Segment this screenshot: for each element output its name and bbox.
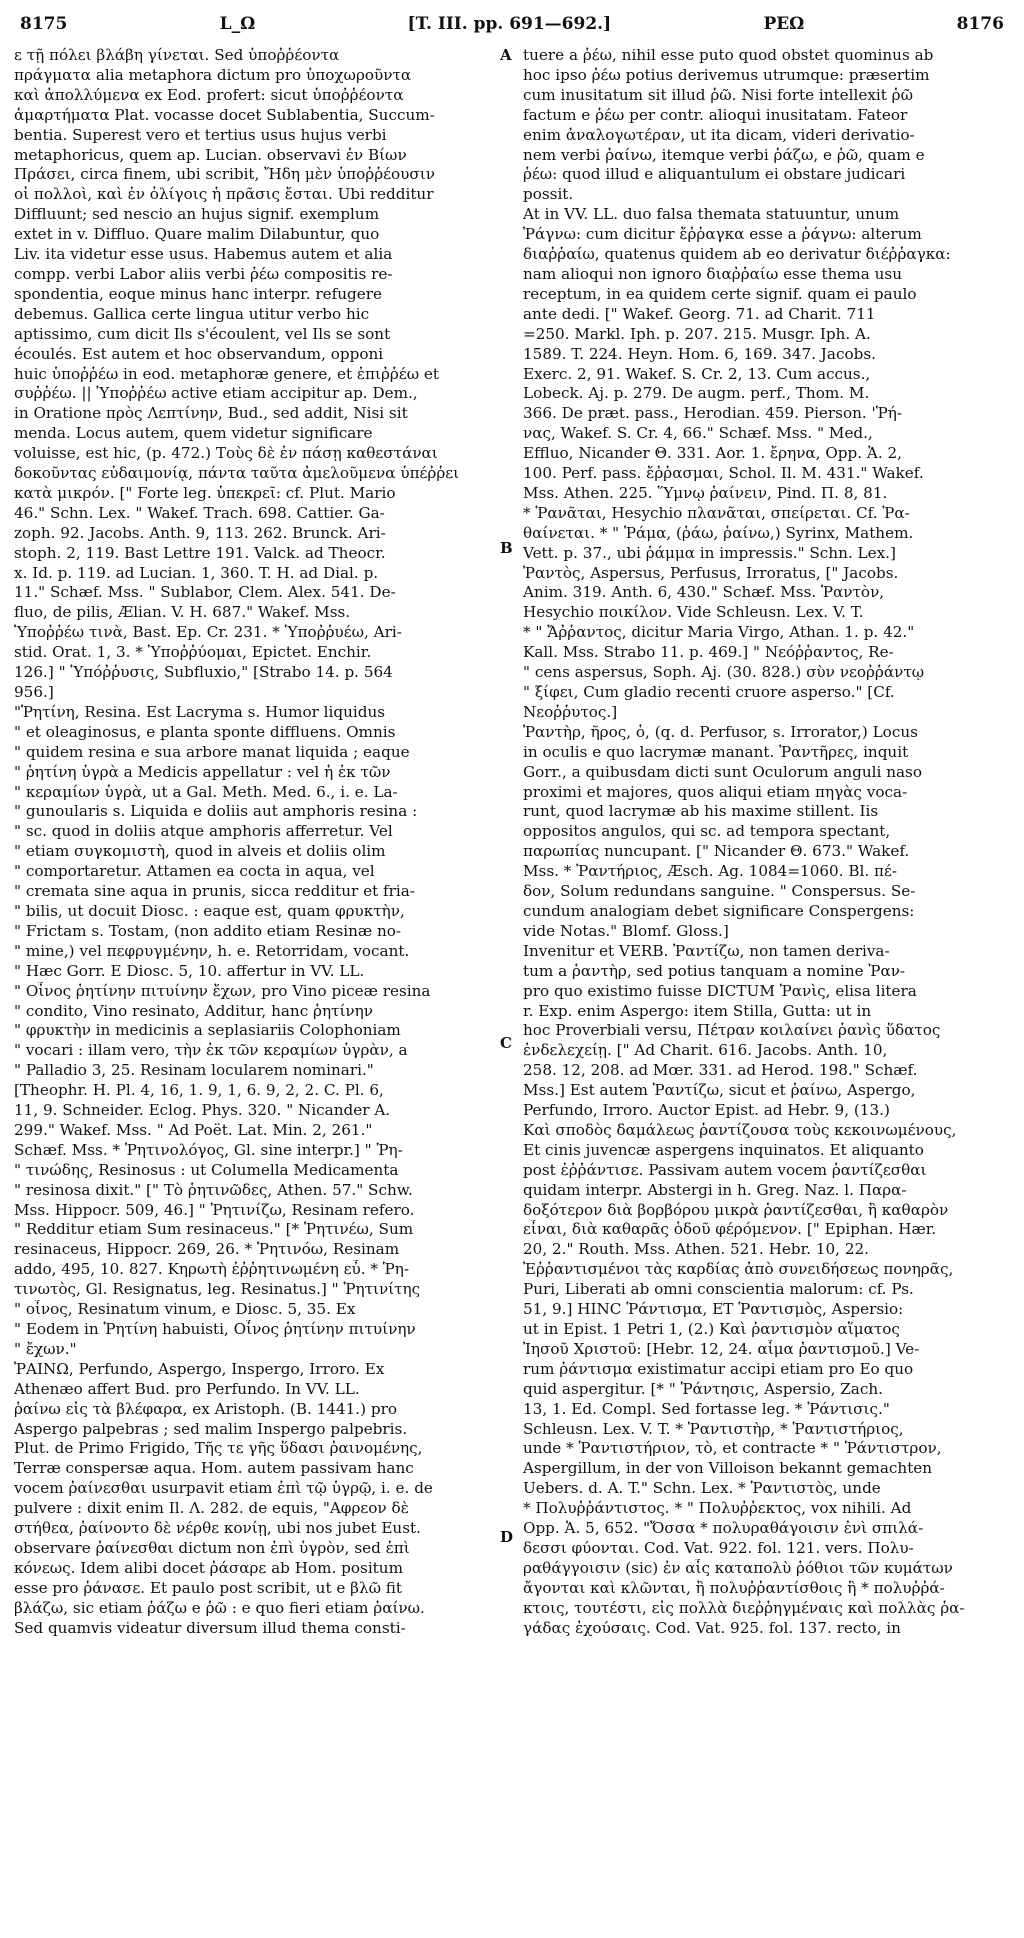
text-line: 20, 2." Routh. Mss. Athen. 521. Hebr. 10, 22. — [523, 1240, 869, 1259]
text-line: " bilis, ut docuit Diosc. : eaque est, quam φρυκτὴν, — [14, 901, 405, 920]
text-line: Puri, Liberati ab omni conscientia malorum: cf. Ps. — [523, 1280, 914, 1299]
text-line: compp. verbi Labor aliis verbi ῥέω compositis re- — [14, 264, 393, 283]
text-line: pulvere : dixit enim Il. Λ. 282. de equis, "Αφρεον δὲ — [14, 1499, 409, 1518]
text-line: * Πολυῤῥάντιστος. * " Πολυῤῥεκτος, vox nihili. Ad — [523, 1499, 912, 1518]
text-line: pro quo existimo fuisse DICTUM Ῥανὶς, elisa litera — [523, 981, 917, 1000]
text-line: Ἐῤῥαντισμένοι τὰς καρδίας ἀπὸ συνειδήσεως πονηρᾶς, — [523, 1260, 954, 1279]
text-line: " Hæc Gorr. E Diosc. 5, 10. affertur in VV. LL. — [14, 961, 365, 980]
text-line: 366. De præt. pass., Herodian. 459. Pierson. 'Ῥή- — [523, 404, 902, 423]
text-line: hoc Proverbiali versu, Πέτραν κοιλαίνει ῥανὶς ὕδατος — [523, 1021, 941, 1040]
text-line: receptum, in ea quidem certe signif. quam ei paulo — [523, 284, 917, 303]
text-line: enim ἀναλογωτέραν, ut ita dicam, videri derivatio- — [523, 125, 915, 144]
text-line: ut in Epist. 1 Petri 1, (2.) Καὶ ῥαντισμὸν αἵματος — [523, 1320, 900, 1338]
text-line: νας, Wakef. S. Cr. 4, 66." Schæf. Mss. " Med., — [523, 424, 873, 443]
text-line: observare ῥαίνεσθαι dictum non ἐπὶ ὑγρὸν, sed ἐπὶ — [14, 1538, 410, 1557]
text-line: Lobeck. Aj. p. 279. De augm. perf., Thom. M. — [523, 384, 870, 403]
text-line: δοξότερον διὰ βορβόρου μικρὰ ῥαντίζεσθαι, ἢ καθαρὸν — [523, 1200, 949, 1219]
text-line: [Theophr. H. Pl. 4, 16, 1. 9, 1, 6. 9, 2, 2. C. Pl. 6, — [14, 1081, 384, 1100]
text-line: spondentia, eoque minus hanc interpr. refugere — [14, 284, 383, 303]
text-line: " Frictam s. Tostam, (non addito etiam Resinæ no- — [14, 921, 402, 940]
text-line: κόνεως. Idem alibi docet ῥάσαρε ab Hom. positum — [14, 1558, 403, 1577]
text-line: τινωτὸς, Gl. Resignatus, leg. Resinatus.] " Ῥητινίτης — [14, 1280, 421, 1299]
text-line: Hesychio ποικίλον. Vide Schleusn. Lex. V. T. — [523, 603, 864, 622]
text-line: ραθάγγοισιν (sic) ἐν αἷς καταπολὺ ῥόθιοι τῶν κυμάτων — [523, 1558, 953, 1577]
text-line: fluo, de pilis, Ælian. V. H. 687." Wakef. Mss. — [14, 603, 351, 622]
text-line: factum e ῥέω per contr. alioqui inusitatam. Fateor — [523, 105, 908, 124]
text-line: " ῥητίνη ὑγρὰ a Medicis appellatur : vel ἡ ἐκ τῶν — [14, 762, 391, 781]
text-line: Plut. de Primo Frigido, Τῆς τε γῆς ὕδασι ῥαινομένης, — [14, 1439, 423, 1458]
text-line: resinaceus, Hippocr. 269, 26. * Ῥητινόω, Resinam — [14, 1240, 400, 1259]
text-line: vocem ῥαίνεσθαι usurpavit etiam ἐπὶ τῷ ὑγρῷ, i. e. de — [14, 1479, 433, 1498]
text-line: Sed quamvis videatur diversum illud thema consti- — [14, 1618, 406, 1637]
text-line: εἶναι, διὰ καθαρᾶς ὁδοῦ φέρόμενον. [" Epiphan. Hær. — [523, 1220, 937, 1239]
text-line: addo, 495, 10. 827. Κηρωτὴ ἐῤῥητινωμένη εὖ. * Ῥη- — [14, 1260, 410, 1279]
text-line: " sc. quod in doliis atque amphoris afferretur. Vel — [14, 822, 393, 841]
text-line: Aspergillum, in der von Villoison bekannt gemachten — [523, 1459, 933, 1478]
text-line: " resinosa dixit." [" Τὸ ῥητινῶδες, Athen. 57." Schw. — [14, 1180, 413, 1199]
text-line: Schæf. Mss. * Ῥητινολόγος, Gl. sine interpr.] " Ῥη- — [14, 1140, 403, 1159]
text-line: 299." Wakef. Mss. " Ad Poët. Lat. Min. 2, 261." — [14, 1120, 373, 1139]
text-line: " Redditur etiam Sum resinaceus." [* Ῥητινέω, Sum — [14, 1220, 414, 1239]
text-line: Terræ conspersæ aqua. Hom. autem passivam hanc — [14, 1459, 414, 1478]
text-line: nem verbi ῥαίνω, itemque verbi ῥάζω, e ῥῶ, quam e — [523, 145, 925, 164]
text-line: οἱ πολλοὶ, καὶ ἐν ὀλίγοις ἡ πρᾶσις ἔσται. Ubi redditur — [14, 185, 434, 204]
text-line: x. Id. p. 119. ad Lucian. 1, 360. T. H. ad Dial. p. — [14, 563, 379, 582]
text-line: Effluo, Nicander Θ. 331. Aor. 1. ἔρηνα, Opp. Ἁ. 2, — [523, 444, 903, 463]
text-line: 51, 9.] HINC Ῥάντισμα, ET Ῥαντισμὸς, Aspersio: — [523, 1300, 904, 1319]
text-line: καὶ ἀπολλύμενα ex Eod. profert: sicut ὑποῤῥέοντα — [14, 85, 404, 104]
text-line: Liv. ita videtur esse usus. Habemus autem et alia — [14, 245, 393, 264]
text-line: ῥαίνω εἰς τὰ βλέφαρα, ex Aristoph. (B. 1441.) pro — [14, 1399, 397, 1418]
text-line: ἄγονται καὶ κλῶνται, ἢ πολυῤῥαντίσθοις ἢ * πολυῤῥά- — [523, 1578, 945, 1597]
text-line: stid. Orat. 1, 3. * Ὑποῤῥύομαι, Epictet. Enchir. — [14, 643, 372, 662]
text-line: Uebers. d. A. T." Schn. Lex. * Ῥαντιστὸς, unde — [523, 1479, 881, 1498]
text-line: Νεοῤῥυτος.] — [523, 702, 618, 721]
text-line: " condito, Vino resinato, Additur, hanc ῥητίνην — [14, 1001, 373, 1020]
text-line: Athenæo affert Bud. pro Perfundo. In VV. LL. — [14, 1379, 360, 1398]
text-line: ἐνδελεχείῃ. [" Ad Charit. 616. Jacobs. Anth. 10, — [523, 1041, 888, 1060]
text-line: " ἔχων." — [14, 1339, 77, 1358]
text-line: tuere a ῥέω, nihil esse puto quod obstet quominus ab — [523, 46, 934, 64]
text-line: κατὰ μικρόν. [" Forte leg. ὑπεκρεῖ: cf. Plut. Mario — [14, 483, 396, 502]
text-line: διαῤῥαίω, quatenus quidem ab eo derivatur διέῤῥαγκα: — [523, 245, 951, 264]
text-line: " quidem resina e sua arbore manat liquida ; eaque — [14, 742, 410, 761]
text-line: * Ῥανᾶται, Hesychio πλανᾶται, σπείρεται. Cf. Ῥα- — [523, 503, 910, 522]
text-columns — [14, 46, 1010, 1639]
text-line: quid aspergitur. [* " Ῥάντησις, Aspersio, Zach. — [523, 1379, 883, 1398]
text-line: Gorr., a quibusdam dicti sunt Oculorum anguli naso — [523, 762, 922, 781]
left-mark: L_Ω — [219, 14, 256, 34]
text-line: " Οἶνος ῥητίνην πιτυίνην ἔχων, pro Vino piceæ resina — [14, 981, 431, 1000]
text-line: Mss. Athen. 225. Ὕμνῳ ῥαίνειν, Pind. Π. 8, 81. — [523, 483, 888, 502]
text-line: " vocari : illam vero, τὴν ἐκ τῶν κεραμίων ὑγρὰν, a — [14, 1041, 408, 1060]
left-column-number: 8175 — [20, 14, 68, 34]
text-line: r. Exp. enim Aspergo: item Stilla, Gutta: ut in — [523, 1001, 872, 1020]
text-line: Ῥάγνω: cum dicitur ἔῤῥαγκα esse a ῥάγνω: alterum — [523, 225, 922, 244]
text-line: stoph. 2, 119. Bast Lettre 191. Valck. ad Theocr. — [14, 543, 386, 562]
text-line: debemus. Gallica certe lingua utitur verbo hic — [14, 304, 370, 323]
text-line: βλάζω, sic etiam ῥάζω e ῥῶ : e quo fieri etiam ῥαίνω. — [14, 1598, 425, 1617]
text-line: Perfundo, Irroro. Auctor Epist. ad Hebr. 9, (13.) — [523, 1101, 890, 1120]
text-line: quidam interpr. Abstergi in h. Greg. Naz. l. Παρα- — [523, 1180, 907, 1199]
text-line: écoulés. Est autem et hoc observandum, opponi — [14, 344, 384, 363]
text-line: ε τῇ πόλει βλάβη γίνεται. Sed ὑποῤῥέοντα — [14, 46, 340, 64]
text-line: " Palladio 3, 25. Resinam locularem nominari." — [14, 1061, 374, 1080]
running-head: ΡΕΩ — [763, 14, 805, 34]
text-line: ῥέω: quod illud e aliquantulum ei obstare judicari — [523, 165, 906, 184]
text-line: hoc ipso ῥέω potius derivemus utrumque: præsertim — [523, 65, 930, 84]
right-column-number: 8176 — [956, 14, 1004, 34]
text-line: nam alioqui non ignoro διαῤῥαίω esse thema usu — [523, 264, 902, 283]
text-line: voluisse, est hic, (p. 472.) Τοὺς δὲ ἐν πάσῃ καθεστάναι — [14, 444, 438, 463]
text-line: Vett. p. 37., ubi ῥάμμα in impressis." Schn. Lex.] — [523, 543, 896, 562]
text-line: 13, 1. Ed. Compl. Sed fortasse leg. * Ῥάντισις." — [523, 1399, 890, 1418]
text-line: " τινώδης, Resinosus : ut Columella Medicamenta — [14, 1160, 399, 1179]
section-marker-a: A — [500, 46, 512, 64]
text-line: " mine,) vel πεφρυγμένην, h. e. Retorridam, vocant. — [14, 941, 410, 960]
text-line: bentia. Superest vero et tertius usus hujus verbi — [14, 125, 387, 144]
text-line: cum inusitatum sit illud ῥῶ. Nisi forte intellexit ῥῶ — [523, 85, 913, 104]
text-line: 258. 12, 208. ad Mœr. 331. ad Herod. 198." Schæf. — [523, 1061, 918, 1080]
text-line: unde * Ῥαντιστήριον, τὸ, et contracte * " Ῥάντιστρον, — [523, 1439, 942, 1458]
text-line: metaphoricus, quem ap. Lucian. observavi ἐν Βίων — [14, 145, 407, 164]
text-line: θαίνεται. * " Ῥάμα, (ῥάω, ῥαίνω,) Syrinx, Mathem. — [523, 523, 914, 542]
text-line: γάδας ἐχούσαις. Cod. Vat. 925. fol. 137. recto, in — [523, 1618, 901, 1637]
text-line: " etiam συγκομιστὴ, quod in alveis et doliis olim — [14, 842, 386, 861]
text-line: " gunoularis s. Liquida e doliis aut amphoris resina : — [14, 802, 418, 821]
text-line: 126.] " Ὑπόῤῥυσις, Subfluxio," [Strabo 14. p. 564 — [14, 663, 393, 682]
text-line: Mss.] Est autem Ῥαντίζω, sicut et ῥαίνω, Aspergo, — [523, 1081, 916, 1100]
section-marker-b: B — [500, 539, 513, 557]
text-line: Mss. Hippocr. 509, 46.] " Ῥητινίζω, Resinam refero. — [14, 1200, 415, 1219]
text-line: runt, quod lacrymæ ab his maxime stillent. Iis — [523, 802, 879, 821]
text-line: Kall. Mss. Strabo 11. p. 469.] " Νεόῤῥαντος, Re- — [523, 643, 894, 662]
text-line: δοκοῦντας εὐδαιμονίᾳ, πάντα ταῦτα ἀμελοῦμενα ὑπέῤῥει — [14, 464, 460, 483]
text-line: tum a ῥαντὴρ, sed potius tanquam a nomine Ῥαν- — [523, 961, 906, 980]
text-line: στήθεα, ῥαίνοντο δὲ νέρθε κονίῃ, ubi nos jubet Eust. — [14, 1519, 421, 1538]
text-line: " ξίφει, Cum gladio recenti cruore asperso." [Cf. — [523, 683, 895, 701]
text-line: " cremata sine aqua in prunis, sicca redditur et fria- — [14, 882, 415, 901]
volume-reference: [T. III. pp. 691—692.] — [407, 14, 612, 34]
text-line: Πράσει, circa finem, ubi scribit, Ἤδη μὲν ὑποῤῥέουσιν — [14, 165, 435, 184]
text-line: συῤῥέω. || Ὑποῤῥέω active etiam accipitur ap. Dem., — [14, 384, 418, 403]
text-line: Exerc. 2, 91. Wakef. S. Cr. 2, 13. Cum accus., — [523, 364, 871, 383]
text-line: " cens aspersus, Soph. Aj. (30. 828.) σὺν νεοῤῥάντῳ — [523, 663, 925, 682]
text-line: Aspergo palpebras ; sed malim Inspergo palpebris. — [14, 1419, 408, 1438]
text-line: vide Notas." Blomf. Gloss.] — [523, 921, 729, 940]
text-line: "Ῥητίνη, Resina. Est Lacryma s. Humor liquidus — [14, 702, 386, 721]
text-line: esse pro ῥάνασε. Et paulo post scribit, ut e βλῶ fit — [14, 1578, 403, 1597]
text-line: Et cinis juvencæ aspergens inquinatos. Et aliquanto — [523, 1140, 924, 1159]
right-column — [523, 46, 1010, 1639]
text-line: in Oratione πρὸς Λεπτίνην, Bud., sed addit, Nisi sit — [14, 404, 408, 423]
text-line: Invenitur et VERB. Ῥαντίζω, non tamen deriva- — [523, 941, 890, 960]
text-line: Opp. Ἁ. 5, 652. "Ὄσσα * πολυραθάγοισιν ἐνὶ σπιλά- — [523, 1519, 924, 1538]
section-marker-c: C — [500, 1034, 512, 1052]
text-line: ante dedi. [" Wakef. Georg. 71. ad Charit. 711 — [523, 304, 876, 323]
text-line: ῬΑΙΝΩ, Perfundo, Aspergo, Inspergo, Irroro. Ex — [14, 1359, 385, 1378]
text-line: " Eodem in Ῥητίνη habuisti, Οἶνος ῥητίνην πιτυίνην — [14, 1320, 416, 1338]
text-line: " et oleaginosus, e planta sponte diffluens. Omnis — [14, 722, 396, 741]
text-line: 11, 9. Schneider. Eclog. Phys. 320. " Nicander A. — [14, 1101, 391, 1120]
text-line: " οἶνος, Resinatum vinum, e Diosc. 5, 35. Ex — [14, 1300, 356, 1319]
text-line: Ἰησοῦ Χριστοῦ: [Hebr. 12, 24. αἷμα ῥαντισμοῦ.] Ve- — [523, 1339, 920, 1358]
text-line: παρωπίας nuncupant. [" Nicander Θ. 673." Wakef. — [523, 842, 910, 861]
text-line: " κεραμίων ὑγρὰ, ut a Gal. Meth. Med. 6., i. e. La- — [14, 782, 398, 801]
text-line: 1589. T. 224. Heyn. Hom. 6, 169. 347. Jacobs. — [523, 344, 876, 363]
text-line: κτοις, τουτέστι, εἰς πολλὰ διεῤῥηγμέναις καὶ πολλὰς ῥα- — [523, 1598, 965, 1617]
text-line: Anim. 319. Anth. 6, 430." Schæf. Mss. Ῥαντὸν, — [523, 583, 885, 602]
text-line: extet in v. Diffluo. Quare malim Dilabuntur, quo — [14, 225, 380, 244]
text-line: Καὶ σποδὸς δαμάλεως ῥαντίζουσα τοὺς κεκοινωμένους, — [523, 1120, 957, 1139]
text-line: huic ὑποῤῥέω in eod. metaphoræ genere, et ἐπιῤῥέω et — [14, 364, 439, 383]
text-line: " comportaretur. Attamen ea cocta in aqua, vel — [14, 862, 375, 881]
text-line: post ἐῤῥάντισε. Passivam autem vocem ῥαντίζεσθαι — [523, 1160, 927, 1179]
text-line: * " Ἄῤῥαντος, dicitur Maria Virgo, Athan. 1. p. 42." — [523, 623, 915, 642]
text-line: 100. Perf. pass. ἔῤῥασμαι, Schol. Il. M. 431." Wakef. — [523, 464, 924, 483]
text-line: in oculis e quo lacrymæ manant. Ῥαντῆρες, inquit — [523, 742, 909, 761]
text-line: 11." Schæf. Mss. " Sublabor, Clem. Alex. 541. De- — [14, 583, 396, 602]
section-marker-d: D — [500, 1528, 514, 1546]
text-line: 956.] — [14, 683, 54, 701]
text-line: δεσσι φύονται. Cod. Vat. 922. fol. 121. vers. Πολυ- — [523, 1538, 914, 1557]
text-line: aptissimo, cum dicit Ils s'écoulent, vel Ils se sont — [14, 324, 391, 343]
text-line: " φρυκτὴν in medicinis a seplasiariis Colophoniam — [14, 1021, 401, 1040]
text-line: πράγματα alia metaphora dictum pro ὑποχωροῦντα — [14, 65, 412, 84]
text-line: Mss. * Ῥαντήριος, Æsch. Ag. 1084=1060. Bl. πέ- — [523, 862, 898, 881]
text-line: Ῥαντὸς, Aspersus, Perfusus, Irroratus, [" Jacobs. — [523, 563, 899, 582]
text-line: =250. Markl. Iph. p. 207. 215. Musgr. Iph. A. — [523, 324, 871, 343]
text-line: rum ῥάντισμα existimatur accipi etiam pro Eo quo — [523, 1359, 914, 1378]
text-line: Diffluunt; sed nescio an hujus signif. exemplum — [14, 205, 380, 224]
text-line: At in VV. LL. duo falsa themata statuuntur, unum — [523, 205, 900, 224]
page-header — [14, 14, 1010, 42]
text-line: proximi et majores, quos aliqui etiam πηγὰς voca- — [523, 782, 908, 801]
text-line: menda. Locus autem, quem videtur significare — [14, 424, 373, 443]
text-line: zoph. 92. Jacobs. Anth. 9, 113. 262. Brunck. Ari- — [14, 523, 386, 542]
text-line: possit. — [523, 185, 574, 204]
text-line: 46." Schn. Lex. " Wakef. Trach. 698. Cattier. Ga- — [14, 503, 385, 522]
text-line: Ῥαντὴρ, ῆρος, ὁ, (q. d. Perfusor, s. Irrorator,) Locus — [523, 722, 918, 741]
left-column — [14, 46, 501, 1639]
text-line: cundum analogiam debet significare Conspergens: — [523, 901, 915, 920]
text-line: δον, Solum redundans sanguine. " Conspersus. Se- — [523, 882, 916, 901]
text-line: Schleusn. Lex. V. T. * Ῥαντιστὴρ, * Ῥαντιστήριος, — [523, 1419, 904, 1438]
text-line: Ὑποῤῥέω τινὰ, Bast. Ep. Cr. 231. * Ὑποῤῥυέω, Ari- — [14, 623, 402, 642]
text-line: ἁμαρτήματα Plat. vocasse docet Sublabentia, Succum- — [14, 105, 435, 124]
text-line: oppositos angulos, qui sc. ad tempora spectant, — [523, 822, 891, 841]
